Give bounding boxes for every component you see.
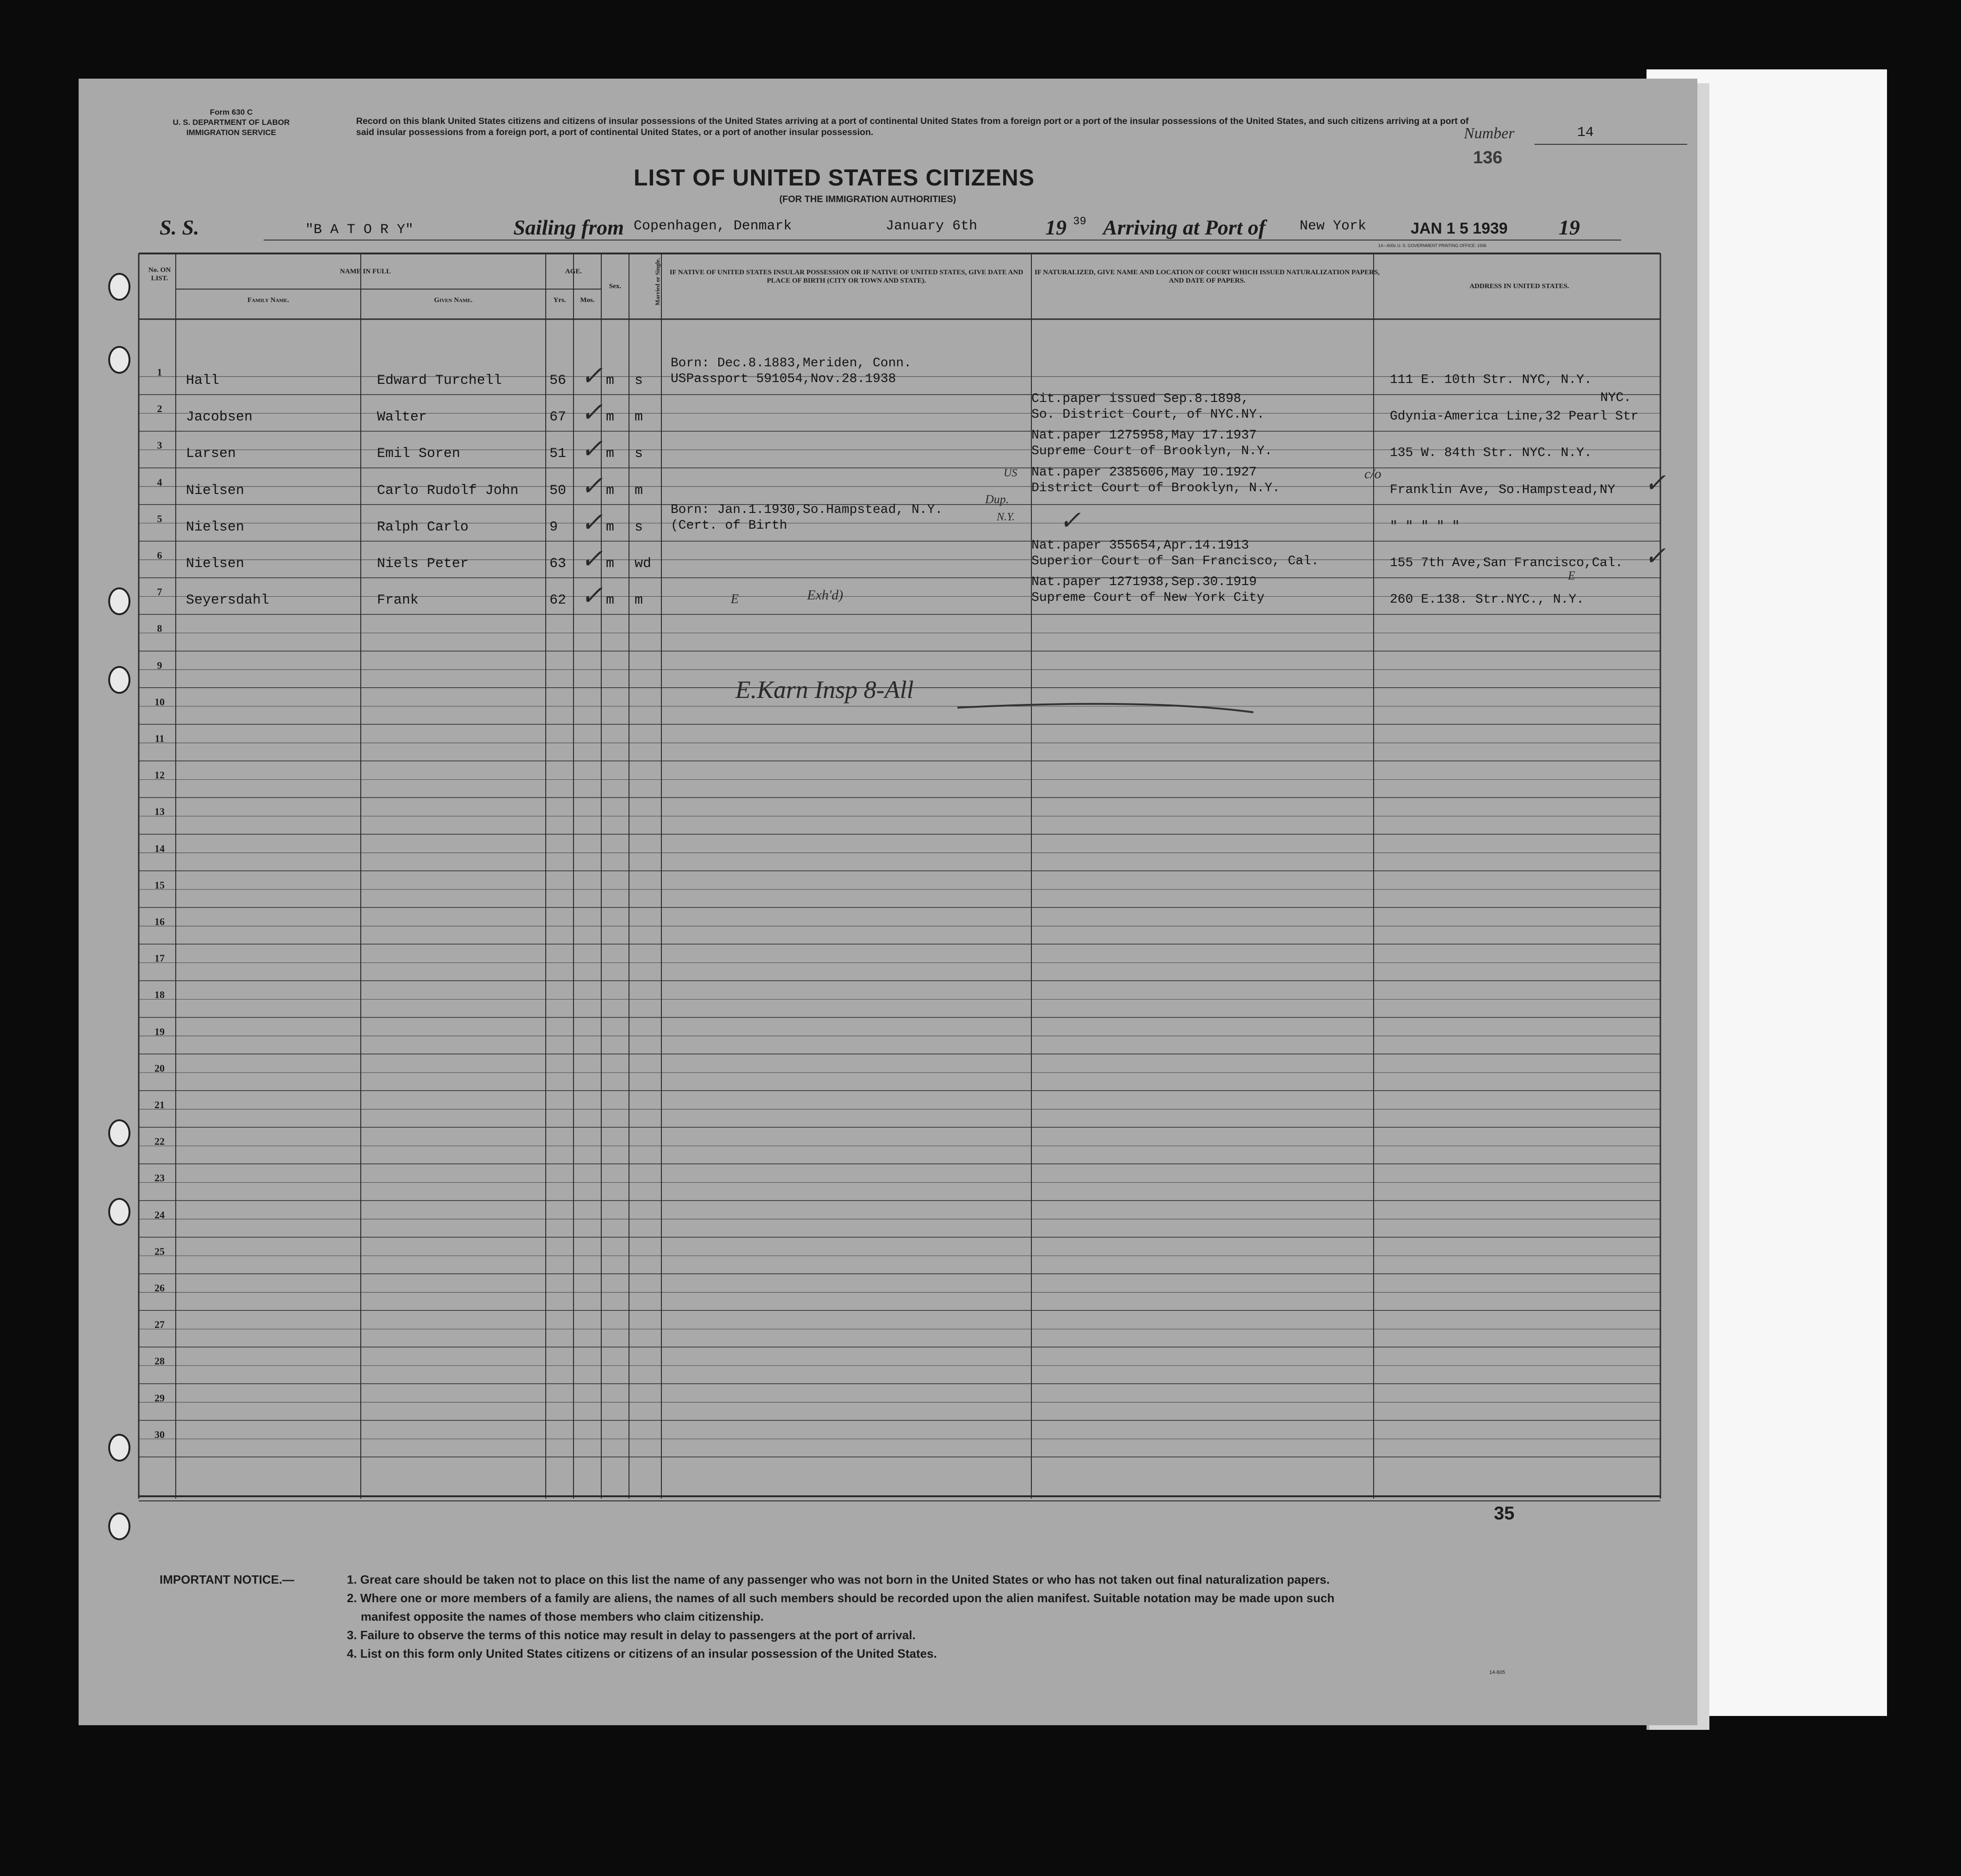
record-instructions: Record on this blank United States citizens and citizens of insular possessions of the United States arriving at a port of continental United States from a foreign port or a port of the insular possessions of the United States, and such citizens arriving at a port of said insular possessions from a foreign port, a port of continental United States, or a port of another insular possession. — [356, 116, 1469, 137]
year-prefix: 19 — [1045, 216, 1067, 239]
hand-e-1: E — [731, 592, 739, 606]
sex: m — [606, 519, 615, 535]
row-number: 17 — [154, 952, 165, 964]
col-mos-header: Mos. — [580, 296, 595, 304]
arrival-date-stamp: JAN 1 5 1939 — [1411, 220, 1508, 237]
given-name: Ralph Carlo — [377, 519, 469, 535]
col-no-header: No. ON LIST. — [148, 266, 171, 282]
row-number: 18 — [154, 989, 165, 1001]
hand-exh: Exh'd) — [807, 587, 844, 603]
check-mark: ✓ — [1644, 542, 1666, 571]
age-years: 51 — [549, 446, 567, 462]
row-number: 8 — [157, 623, 162, 635]
col-family-header: Family Name. — [247, 296, 290, 304]
marital-status: wd — [635, 556, 652, 572]
naturalization-info: Superior Court of San Francisco, Cal. — [1031, 554, 1319, 568]
check-mark: ✓ — [580, 507, 603, 537]
family-name: Jacobsen — [186, 409, 253, 426]
col-age-header: AGE. — [565, 268, 582, 275]
row-number: 20 — [154, 1062, 165, 1074]
row-number: 4 — [157, 476, 162, 488]
sailing-from: Copenhagen, Denmark — [634, 218, 792, 234]
address-line: " " " " " — [1390, 519, 1460, 534]
address-line: 111 E. 10th Str. NYC, N.Y. — [1390, 373, 1592, 387]
native-birth-info: (Cert. of Birth — [671, 518, 788, 533]
row-number: 14 — [154, 842, 165, 854]
row-number: 23 — [154, 1172, 165, 1184]
row-number: 22 — [154, 1135, 165, 1148]
check-mark: ✓ — [580, 580, 603, 611]
sex: m — [606, 482, 615, 499]
notice-item-3: 3. Failure to observe the terms of this notice may result in delay to passengers at the port of arrival. — [347, 1628, 916, 1642]
sex: m — [606, 446, 615, 462]
naturalization-info: Cit.paper issued Sep.8.1898, — [1031, 392, 1249, 407]
address-line: 260 E.138. Str.NYC., N.Y. — [1390, 592, 1585, 607]
check-mark: ✓ — [580, 361, 603, 391]
address-line: NYC. — [1600, 391, 1632, 406]
given-name: Carlo Rudolf John — [377, 482, 519, 499]
page-subtitle: (FOR THE IMMIGRATION AUTHORITIES) — [779, 194, 956, 204]
age-years: 50 — [549, 482, 567, 499]
year2-prefix: 19 — [1559, 216, 1580, 239]
check-mark: ✓ — [580, 544, 603, 574]
notice-item-4: 4. List on this form only United States citizens or citizens of an insular possession of the United States. — [347, 1647, 937, 1660]
row-number: 25 — [154, 1245, 165, 1257]
row-number: 27 — [154, 1319, 165, 1331]
naturalization-info: Nat.paper 1271938,Sep.30.1919 — [1031, 575, 1257, 590]
marital-status: s — [635, 446, 643, 462]
row-number: 26 — [154, 1282, 165, 1294]
naturalization-info: Supreme Court of New York City — [1031, 591, 1265, 605]
naturalization-info: Nat.paper 2385606,May 10.1927 — [1031, 465, 1257, 480]
naturalization-info: Nat.paper 355654,Apr.14.1913 — [1031, 538, 1249, 553]
hand-e-2: E — [1568, 569, 1575, 582]
row-number: 10 — [154, 696, 165, 708]
native-birth-info: Born: Dec.8.1883,Meriden, Conn. — [671, 356, 912, 370]
family-name: Larsen — [186, 446, 236, 462]
inspector-signature: E.Karn Insp 8-All — [735, 676, 914, 704]
form-code: 14-605 — [1489, 1670, 1505, 1675]
arriving-label: Arriving at Port of — [1103, 216, 1266, 239]
row-number: 28 — [154, 1355, 165, 1367]
form-number: Form 630 C — [210, 108, 253, 117]
check-mark: ✓ — [580, 434, 603, 464]
punch-hole — [108, 1119, 130, 1147]
number-label: Number — [1464, 125, 1515, 142]
row-number: 5 — [157, 512, 162, 525]
signature-flourish — [957, 698, 1281, 735]
marital-status: m — [635, 409, 643, 426]
given-name: Frank — [377, 592, 419, 609]
sailing-date: January 6th — [886, 218, 978, 234]
family-name: Nielsen — [186, 519, 245, 535]
number-value: 14 — [1577, 125, 1594, 141]
family-name: Nielsen — [186, 482, 245, 499]
given-name: Walter — [377, 409, 427, 426]
row-number: 13 — [154, 806, 165, 818]
naturalization-info: Nat.paper 1275958,May 17.1937 — [1031, 428, 1257, 443]
hand-co: c/o — [1364, 466, 1381, 481]
row-number: 7 — [157, 586, 162, 598]
age-years: 63 — [549, 556, 567, 572]
punch-hole — [108, 1512, 130, 1540]
col-naturalized-header: IF NATURALIZED, GIVE NAME AND LOCATION OF COURT WHICH ISSUED NATURALIZATION PAPERS, AND DATE OF PAPERS. — [1034, 269, 1380, 284]
row-number: 12 — [154, 769, 165, 781]
marital-status: s — [635, 519, 643, 535]
col-native-header: IF NATIVE OF UNITED STATES INSULAR POSSESSION OR IF NATIVE OF UNITED STATES, GIVE DATE AND PLACE OF BIRTH (CITY OR TOWN AND STATE). — [669, 269, 1024, 284]
row-number: 3 — [157, 439, 162, 451]
given-name: Niels Peter — [377, 556, 469, 572]
hand-ny: N.Y. — [997, 511, 1015, 523]
col-sex-header: Sex. — [609, 283, 622, 290]
native-birth-info: Born: Jan.1.1930,So.Hampstead, N.Y. — [671, 502, 943, 517]
ss-label: S. S. — [160, 216, 199, 239]
col-married-header: Married or Single. — [654, 258, 661, 306]
row-number: 30 — [154, 1428, 165, 1440]
row-number: 2 — [157, 403, 162, 415]
row-number: 29 — [154, 1392, 165, 1404]
page-title: LIST OF UNITED STATES CITIZENS — [634, 165, 1035, 191]
sailing-label: Sailing from — [513, 216, 624, 239]
hand-dup: Dup. — [985, 493, 1009, 506]
given-name: Emil Soren — [377, 446, 461, 462]
notice-item-1: 1. Great care should be taken not to place on this list the name of any passenger who was not born in the United States or who has not taken out final naturalization papers. — [347, 1573, 1330, 1586]
age-years: 56 — [549, 373, 567, 389]
sex: m — [606, 409, 615, 426]
check-mark: ✓ — [1059, 506, 1081, 535]
department-name: U. S. DEPARTMENT OF LABOR — [173, 118, 290, 127]
punch-hole — [108, 1434, 130, 1462]
punch-hole — [108, 346, 130, 374]
native-birth-info: USPassport 591054,Nov.28.1938 — [671, 372, 896, 386]
page-count: 35 — [1494, 1503, 1515, 1524]
punch-hole — [108, 273, 130, 301]
col-yrs-header: Yrs. — [553, 296, 566, 304]
row-number: 1 — [157, 366, 162, 378]
sex: m — [606, 373, 615, 389]
family-name: Nielsen — [186, 556, 245, 572]
age-years: 62 — [549, 592, 567, 609]
sex: m — [606, 592, 615, 609]
voyage-underline — [264, 240, 1621, 241]
row-number: 21 — [154, 1099, 165, 1111]
notice-item-2-cont: manifest opposite the names of those members who claim citizenship. — [361, 1610, 764, 1623]
family-name: Hall — [186, 373, 220, 389]
service-name: IMMIGRATION SERVICE — [186, 128, 276, 137]
marital-status: m — [635, 482, 643, 499]
gpo-note: 14—600c U. S. GOVERNMENT PRINTING OFFICE: 1936 — [1378, 243, 1486, 248]
col-given-header: Given Name. — [434, 296, 473, 304]
naturalization-info: District Court of Brooklyn, N.Y. — [1031, 481, 1280, 495]
address-line: 135 W. 84th Str. NYC. N.Y. — [1390, 446, 1592, 461]
marital-status: m — [635, 592, 643, 609]
row-number: 15 — [154, 879, 165, 891]
arriving-port: New York — [1300, 218, 1367, 234]
marital-status: s — [635, 373, 643, 389]
check-mark: ✓ — [580, 470, 603, 501]
row-number: 19 — [154, 1025, 165, 1037]
punch-hole — [108, 587, 130, 615]
sex: m — [606, 556, 615, 572]
given-name: Edward Turchell — [377, 373, 502, 389]
row-number: 16 — [154, 916, 165, 927]
number-underline — [1535, 144, 1687, 145]
row-number: 11 — [154, 733, 165, 744]
row-number: 9 — [157, 659, 162, 671]
address-line: Gdynia-America Line,32 Pearl Str — [1390, 409, 1639, 424]
naturalization-info: Supreme Court of Brooklyn, N.Y. — [1031, 444, 1272, 459]
age-years: 9 — [549, 519, 558, 535]
hand-us: US — [1004, 467, 1018, 479]
check-mark: ✓ — [580, 397, 603, 428]
row-number: 6 — [157, 549, 162, 561]
col-name-header: NAME IN FULL — [339, 268, 391, 275]
check-mark: ✓ — [1644, 469, 1666, 498]
age-years: 67 — [549, 409, 567, 426]
naturalization-info: So. District Court, of NYC.NY. — [1031, 407, 1265, 422]
notice-item-2: 2. Where one or more members of a family are aliens, the names of all such members should be recorded upon the alien manifest. Suitable notation may be made upon such — [347, 1591, 1335, 1605]
number-stamp: 136 — [1473, 148, 1503, 167]
address-line: 155 7th Ave,San Francisco,Cal. — [1390, 556, 1623, 570]
address-line: Franklin Ave, So.Hampstead,NY — [1390, 482, 1616, 497]
form-grid — [79, 79, 1697, 1725]
row-number: 24 — [154, 1209, 165, 1221]
notice-label: IMPORTANT NOTICE.— — [160, 1573, 295, 1586]
punch-hole — [108, 1198, 130, 1226]
family-name: Seyersdahl — [186, 592, 270, 609]
manifest-sheet — [79, 79, 1697, 1725]
col-address-header: ADDRESS IN UNITED STATES. — [1469, 283, 1569, 290]
year-suffix: 39 — [1073, 216, 1086, 228]
ship-name: "B A T O R Y" — [305, 222, 414, 238]
